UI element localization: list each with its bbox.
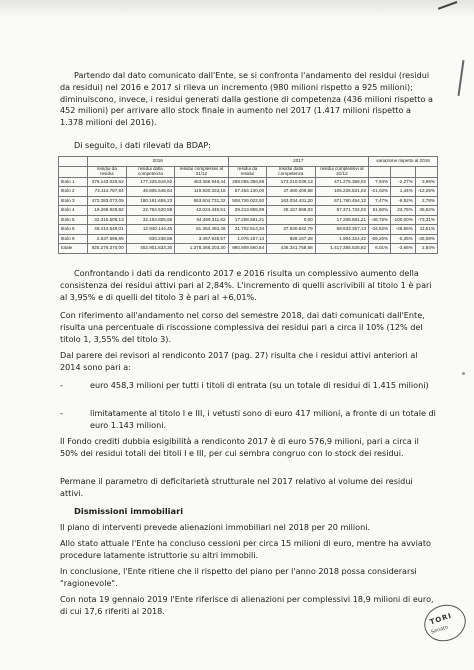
table-cell: 173.210.039,13 [267,177,316,187]
bullet-item: euro 458,3 milioni per tutti i titoli di entrata (su un totale di residui di 1.415 milioni) [90,380,429,390]
table-cell: 1.378.368.203,30 [175,244,228,254]
paragraph-semestre: Con riferimento all'andamento nel corso del semestre 2018, dai dati comunicati dall'Ente, risulta una percentuale di riscossione complessiva dei residui pari a circa il 10% (12% del titolo 1, 3,55% del titolo 3). [60,310,425,344]
table-cell: 471.275.396,02 [315,177,368,187]
table-cell: 12.940.144,45 [126,225,175,235]
table-cell: -34,52% [369,225,391,235]
bullet-item: limitatamente al titolo I e III, i vetusti sono di euro 417 milioni, a fronte di un totale di euro 1.143 milioni. [90,408,436,430]
table-cell: 7,94% [369,177,391,187]
section-heading: Dismissioni immobiliari [74,506,184,516]
table-cell: 57.371.734,02 [315,206,368,216]
table-cell: -0,25% [391,234,416,244]
table-cell: 48.414.549,01 [88,225,127,235]
table-cell: -9,52% [391,196,416,206]
scan-shadow [0,0,474,18]
paragraph-fondo-crediti: Il Fondo crediti dubbia esigibilità a rendiconto 2017 è di euro 576,9 milioni, pari a circa il 50% dei residui totali dei titoli I e III, per cui sembra congruo con lo stock dei residui. [60,436,419,458]
table-cell: 276.143.029,62 [88,177,127,187]
table-header-row [59,157,438,167]
table-cell: -73,31% [415,215,437,225]
table-cell: -46,75% [369,215,391,225]
table-cell: 11,51% [415,225,437,235]
pen-mark [458,60,465,96]
table-cell: 64.469.311,82 [175,215,228,225]
col-header: residui da residui [88,166,127,177]
stamp-subtext: Senato [430,624,449,636]
table-cell: -59,20% [369,234,391,244]
table-cell: 19.269.928,92 [88,206,127,216]
col-header: residui dalla competenza [126,166,175,177]
paragraph-parametro: Permane il parametro di deficitarietà strutturale nel 2017 relativo al volume dei residui attivi. [60,476,413,498]
variation-header: variazione rispetto al 2016 [369,157,438,167]
bullet-marker: - [60,380,63,390]
scan-spot [462,372,465,375]
table-cell: 28.157.868,03 [267,206,316,216]
table-row [59,225,438,235]
row-label: titolo 3 [59,196,88,206]
table-cell: -12,25% [415,187,437,197]
table-cell: -45,08% [415,234,437,244]
bullet-marker: - [60,408,63,418]
table-cell: 46.805.545,64 [126,187,175,197]
table-cell: 925.276.370,00 [88,244,127,254]
table-cell: -45,55% [391,225,416,235]
row-label: titolo 4 [59,206,88,216]
paragraph-piano: Il piano di interventi prevede alienazioni immobiliari nel 2018 per 20 milioni. [60,522,371,532]
table-cell: -3,66% [391,244,416,254]
table-cell: 29.213.865,99 [228,206,267,216]
row-label: titolo 6 [59,225,88,235]
table-cell: 51,60% [369,206,391,216]
table-cell: 180.191.659,23 [126,196,175,206]
table-cell: -2,27% [391,177,416,187]
row-label: totale [59,244,88,254]
table-cell: 73.114.787,54 [88,187,127,197]
table-cell: 42.024.449,51 [175,206,228,216]
table-row [59,177,438,187]
table-cell: 452.901.833,30 [126,244,175,254]
table-cell: 298.065.356,89 [228,177,267,187]
table-cell: 57.454.130,00 [228,187,267,197]
table-body [59,177,438,253]
table-cell: 1,44% [391,187,416,197]
table-cell: 1.076.157,14 [228,234,267,244]
row-label: titolo 1 [59,177,88,187]
table-cell: 473.383.072,09 [88,196,127,206]
table-cell: 47.480.409,88 [267,187,316,197]
table-row [59,196,438,206]
table-cell: 3.467.935,57 [175,234,228,244]
table-cell: 653.604.731,32 [175,196,228,206]
table-cell: 453.368.948,44 [175,177,228,187]
row-label: titolo 5 [59,215,88,225]
table-row [59,187,438,197]
table-cell: 22.754.520,59 [126,206,175,216]
table-row [59,234,438,244]
table-cell: 32.153.805,66 [126,215,175,225]
table-cell: 830.238,88 [126,234,175,244]
table-cell: 436.341.758,58 [267,244,316,254]
table-cell: 980.909.560,64 [228,244,267,254]
table-cell: 163.034.431,20 [267,196,316,206]
table-cell: 671.760.454,12 [315,196,368,206]
year-2016-header: 2016 [88,157,229,167]
stamp-text: TORI [428,611,453,627]
table-intro: Di seguito, i dati rilevati da BDAP: [74,140,211,150]
table-subheader-row [59,166,438,177]
table-cell: 2.637.696,69 [88,234,127,244]
table-cell: 1.904.324,42 [315,234,368,244]
table-cell: 17.208.581,21 [228,215,267,225]
row-label: titolo 2 [59,187,88,197]
table-cell: 7,47% [369,196,391,206]
paragraph-residui: Partendo dal dato comunicato dall'Ente, se si confronta l'andamento dei residui (residui da residui) nel 2016 e 2017 si rileva un incremento (980 milioni rispetto a 925 milioni); diminuiscono, invece, i residui generati dalla gestione di competenza (436 milioni rispetto a 452 milioni) per arrivare allo stock finale in aumento nel 2017 (1.417 milioni rispetto a 1.378 milioni del 2016). [60,70,434,128]
table-cell: 69.633.357,13 [315,225,368,235]
table-cell: 17.208.581,21 [315,215,368,225]
table-cell: 31.702.514,34 [228,225,267,235]
table-row [59,215,438,225]
table-cell: 2,78% [415,196,437,206]
paragraph-conclusione: In conclusione, l'Ente ritiene che il rispetto del piano per l'anno 2018 possa considerarsi "ragionevole". [60,566,417,588]
col-header: residui dalla competenza [267,166,316,177]
col-header: residui complessivi al 31/12 [175,166,228,177]
table-cell: 23,75% [391,206,416,216]
paragraph-cessioni: Allo stato attuale l'Ente ha concluso cessioni per circa 15 milioni di euro, mentre ha avviato procedure latamente istruttorie su altri immobili. [60,538,431,560]
table-cell: 1.417.355.525,82 [315,244,368,254]
table-cell: 828.167,28 [267,234,316,244]
paragraph-confronto: Confrontando i dati da rendiconto 2017 e 2016 risulta un complessivo aumento della consistenza dei residui attivi pari al 2,84%. L'incremento di quelli ascrivibili al titolo 1 è pari al 3,95% e di quelli del titolo 3 è pari al +6,01%. [60,268,432,302]
paragraph-revisori: Dal parere dei revisori al rendiconto 2017 (pag. 27) risulta che i residui attivi anteriori al 2014 sono pari a: [60,350,418,372]
year-2017-header: 2017 [228,157,369,167]
table-cell: -21,02% [369,187,391,197]
table-cell: -100,00% [391,215,416,225]
paragraph-nota: Con nota 19 gennaio 2019 l'Ente riferisce di alienazioni per complessivi 18,9 milioni di euro, di cui 17,6 riferiti al 2018. [60,594,434,616]
table-cell: 508.726.022,92 [228,196,267,206]
row-label: titolo 9 [59,234,88,244]
table-cell: 3,95% [415,177,437,187]
table-cell: 119.920.333,18 [175,187,228,197]
col-header: residui da residui [228,166,267,177]
table-cell: 105.225.531,02 [315,187,368,197]
col-header: residui complessivi al 31/12 [315,166,368,177]
bdap-table [58,156,438,254]
table-cell: 37.930.842,79 [267,225,316,235]
table-cell: 177.225.918,82 [126,177,175,187]
table-cell: 0,00 [267,215,316,225]
table-cell: 36,52% [415,206,437,216]
table-row [59,244,438,254]
table-cell: 32.315.506,13 [88,215,127,225]
table-cell: 61.354.493,46 [175,225,228,235]
table-cell: 2,84% [415,244,437,254]
table-row [59,206,438,216]
table-cell: 6,01% [369,244,391,254]
